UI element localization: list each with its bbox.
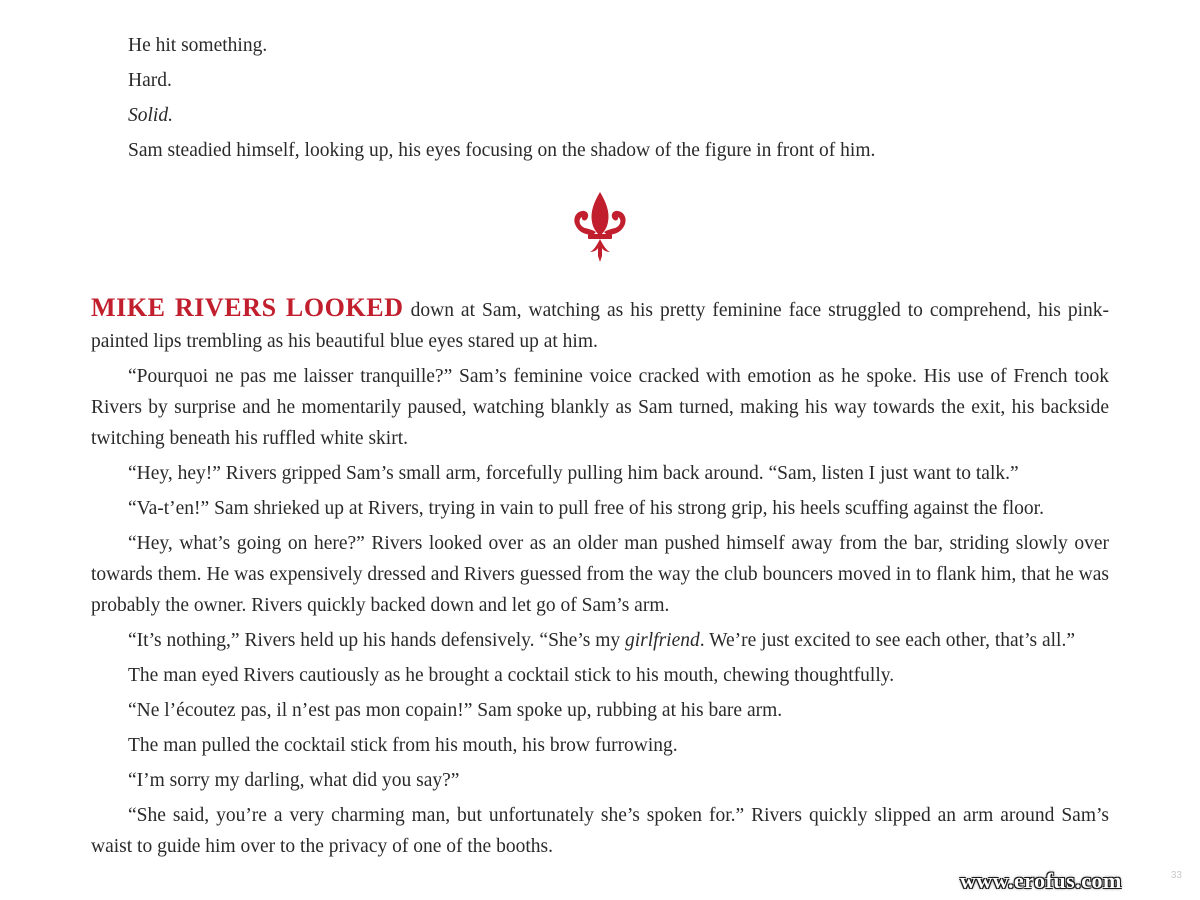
story-paragraph: “I’m sorry my darling, what did you say?”: [128, 770, 460, 791]
watermark: www.erofus.com: [960, 868, 1122, 893]
intro-line: Hard.: [128, 70, 172, 91]
story-paragraph: [91, 292, 1109, 357]
story-paragraph: “She said, you’re a very charming man, but unfortunately she’s spoken for.” Rivers quickly slipped an arm around Sam’s waist to guide him over to the privacy of one of the booths.: [91, 805, 1109, 857]
intro-line: Sam steadied himself, looking up, his eyes focusing on the shadow of the figure in front of him.: [128, 140, 876, 161]
intro-line: He hit something.: [128, 35, 268, 56]
story-paragraph: “Va-t’en!” Sam shrieked up at Rivers, trying in vain to pull free of his strong grip, his heels scuffing against the floor.: [128, 498, 1044, 519]
section-lead-caps: MIKE RIVERS LOOKED: [91, 293, 404, 322]
story-paragraph: The man eyed Rivers cautiously as he brought a cocktail stick to his mouth, chewing thoughtfully.: [128, 665, 895, 686]
story-paragraph: “Ne l’écoutez pas, il n’est pas mon copain!” Sam spoke up, rubbing at his bare arm.: [128, 700, 783, 721]
story-paragraph: [91, 625, 1109, 656]
story-paragraph: “Hey, hey!” Rivers gripped Sam’s small arm, forcefully pulling him back around. “Sam, listen I just want to talk.”: [128, 463, 1019, 484]
story-body: [91, 292, 1109, 866]
text-segment: . We’re just excited to see each other, that’s all.”: [699, 630, 1075, 651]
story-paragraph: “Hey, what’s going on here?” Rivers looked over as an older man pushed himself away from the bar, striding slowly over towards them. He was expensively dressed and Rivers guessed from the way the club bouncers moved in to flank him, that he was probably the owner. Rivers quickly backed down and let go of Sam’s arm.: [91, 533, 1109, 616]
story-paragraph: The man pulled the cocktail stick from his mouth, his brow furrowing.: [128, 735, 678, 756]
story-paragraph: “Pourquoi ne pas me laisser tranquille?” Sam’s feminine voice cracked with emotion as he spoke. His use of French took Rivers by surprise and he momentarily paused, watching blankly as Sam turned, making his way towards the exit, his backside twitching beneath his ruffled white skirt.: [91, 366, 1109, 449]
emphasized-word: girlfriend: [625, 630, 700, 651]
intro-line: Solid.: [128, 105, 173, 126]
page-number: 33: [1170, 870, 1182, 881]
lead-text: down at Sam, watching as his pretty feminine face struggled to comprehend, his pink-painted lips trembling as his beautiful blue eyes stared up at him.: [91, 300, 1109, 352]
fleur-de-lis-icon: [568, 190, 632, 264]
text-segment: “It’s nothing,” Rivers held up his hands defensively. “She’s my: [128, 630, 625, 651]
